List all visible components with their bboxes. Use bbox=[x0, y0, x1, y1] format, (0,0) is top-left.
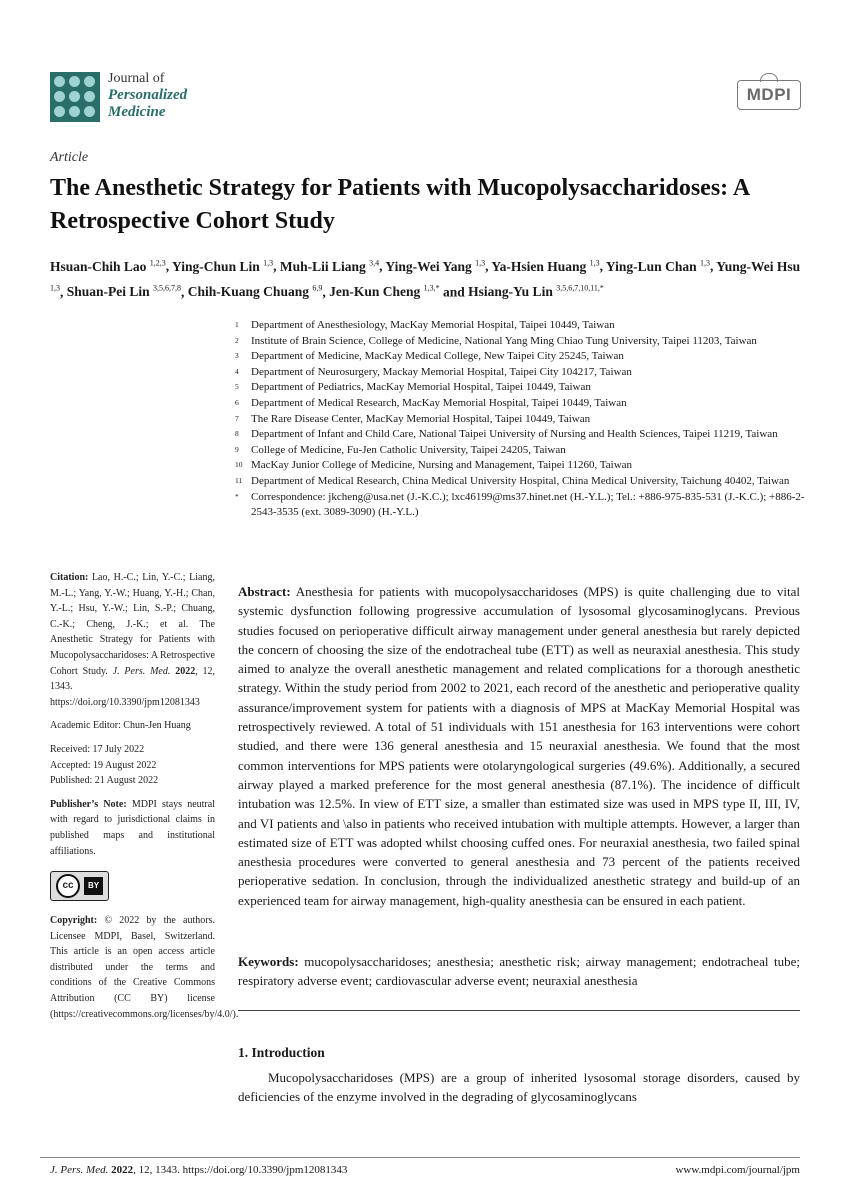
author[interactable] bbox=[172, 259, 273, 274]
affiliation-text: Department of Neurosurgery, Mackay Memorial Hospital, Taipei City 104217, Taiwan bbox=[251, 365, 632, 378]
affiliation-number: 5 bbox=[235, 382, 239, 392]
affiliation-item bbox=[235, 396, 805, 412]
affiliation-number: 4 bbox=[235, 366, 239, 376]
abstract bbox=[238, 582, 800, 910]
affiliation-number: 2 bbox=[235, 335, 239, 345]
author-affiliation: 6,9 bbox=[312, 283, 323, 293]
author-name: Hsiang-Yu Lin bbox=[468, 284, 553, 299]
affiliation-item bbox=[235, 365, 805, 381]
affiliation-item bbox=[235, 427, 805, 443]
publisher-note-text: MDPI stays neutral with regard to jurisdictional claims in published maps and institutional affiliations. bbox=[50, 798, 215, 857]
author[interactable] bbox=[67, 284, 181, 299]
keywords bbox=[238, 952, 800, 991]
author[interactable] bbox=[491, 259, 599, 274]
footer-citation bbox=[50, 1164, 347, 1176]
citation-year: 2022 bbox=[175, 665, 196, 677]
author-name: Ying-Lun Chan bbox=[605, 258, 697, 274]
author-name: Muh-Lii Liang bbox=[279, 258, 366, 274]
author-name: Chih-Kuang Chuang bbox=[187, 284, 309, 299]
citation-label: Citation: bbox=[50, 572, 89, 583]
author-name: Ying-Chun Lin bbox=[172, 258, 260, 274]
logo-dot bbox=[54, 91, 65, 102]
logo-dot bbox=[84, 76, 95, 87]
author[interactable] bbox=[329, 284, 440, 299]
section-divider bbox=[238, 1010, 800, 1011]
affiliation-item bbox=[235, 349, 805, 365]
accepted-date: Accepted: 19 August 2022 bbox=[50, 759, 157, 771]
footer-year: 2022 bbox=[111, 1164, 134, 1176]
author-affiliation: 1,2,3 bbox=[149, 258, 166, 267]
author-affiliation: 3,5,6,7,10,11,* bbox=[556, 283, 604, 293]
author-affiliation: 3,4 bbox=[369, 258, 380, 267]
footer-rest: , 12, 1343. https://doi.org/10.3390/jpm12081343 bbox=[133, 1164, 348, 1176]
author-list: Hsuan-Chih Lao $^{1,2,3}$, Ying-Chun Lin $^{1,3}$, Muh-Lii Liang $^{3,4}$, Ying-Wei Yang $^{1,3}$, Ya-Hsien Huang $^{1,3}$, Ying-Lun Chan $^{1,3}$, Yung-Wei Hsu $^{1,3}$, Shuan-Pei Lin $^{3,5,6,7,8}$, Chih-Kuang Chuang $^{6,9}$, Jen-Kun Cheng $^{1,3,*}$ and Hsiang-Yu Lin $^{3,5,6,7,10,11,*}$ bbox=[50, 258, 801, 299]
author-affiliation: 3,5,6,7,8 bbox=[153, 283, 182, 293]
affiliation-number: 6 bbox=[235, 397, 239, 407]
affiliation-number: 3 bbox=[235, 351, 239, 361]
journal-name-line1: Journal of bbox=[108, 71, 165, 86]
author-name: Jen-Kun Cheng bbox=[329, 284, 421, 299]
affiliation-item bbox=[235, 318, 805, 334]
affiliation-text: Department of Anesthesiology, MacKay Memorial Hospital, Taipei 10449, Taiwan bbox=[251, 319, 615, 331]
publisher-logo: MDPI bbox=[737, 80, 801, 110]
abstract-text: Anesthesia for patients with mucopolysaccharidoses (MPS) is quite challenging due to vital systemic dysfunction following progressive accumulation of lysosomal glycosaminoglycans. Previous studies focused on perioperative difficult airway management under general anesthesia but rarely depicted the concern of choosing the size of the endotracheal tube (ETT) as well as neuraxial anesthesia. This study aimed to analyze the overall anesthetic management and related complications for a thorough anesthetic strategy. Within the study period from 2002 to 2021, each record of the anesthetic and perioperative quality assurance/improvement system for patients with a diagnosis of MPS at MacKay Memorial Hospital was retrospectively reviewed. A total of 51 individuals with 151 anesthesia for 163 interventions were cohort studied, and there were 136 general anesthesia and 15 neuraxial anesthesia. We found that the most common interventions for MPS patients were otolaryngological surgeries (49.6%). Additionally, a secured airway played a marked preference for the most general anesthesia (87.1%). The incidence of difficult intubation was 12.5%. In view of ETT size, a smaller than estimated size was used in MPS type II, III, IV, and VI patients and \also in patients who received intubation with multiple attempts. However, a larger than estimated size of ETT was adopted whilst choosing cuffed ones. For neuraxial anesthesia, two failed spinal anesthesia procedures were converted to general anesthesia and 73 percent of the patients received perioperative sedation. In conclusion, through the individualized anesthetic strategy and build-up of an experienced team for airway management, high-quality anesthesia can be ensured in each patient. bbox=[238, 584, 800, 908]
author-affiliation: 1,3 bbox=[475, 258, 486, 267]
author-name: Yung-Wei Hsu bbox=[716, 258, 801, 274]
logo-dot bbox=[54, 76, 65, 87]
journal-name-line3: Medicine bbox=[108, 104, 166, 120]
intro-paragraph: Mucopolysaccharidoses (MPS) are a group of inherited lysosomal storage disorders, caused by deficiencies of the enzyme involved in the degrading of glycosaminoglycans bbox=[238, 1070, 800, 1105]
citation-journal: J. Pers. Med. bbox=[112, 665, 171, 677]
logo-dot bbox=[84, 91, 95, 102]
affiliation-text: Correspondence: jkcheng@usa.net (J.-K.C.); lxc46199@ms37.hinet.net (H.-Y.L.); Tel.: +886-975-835-531 (J.-K.C.); +886-2-2543-3535 (ext. 3089-3090) (H.-Y.L.) bbox=[251, 490, 805, 519]
author[interactable] bbox=[50, 259, 166, 274]
footer-url[interactable]: www.mdpi.com/journal/jpm bbox=[675, 1164, 800, 1176]
affiliation-text: Department of Pediatrics, MacKay Memorial Hospital, Taipei 10449, Taiwan bbox=[251, 381, 591, 394]
author-affiliation: 1,3 bbox=[50, 283, 60, 293]
copyright bbox=[50, 913, 239, 1022]
affiliation-text: Department of Infant and Child Care, National Taipei University of Nursing and Health Sciences, Taipei 11219, Taiwan bbox=[251, 428, 778, 441]
affiliation-item bbox=[235, 474, 805, 490]
footer-divider bbox=[40, 1157, 800, 1158]
author-affiliation: 1,3,* bbox=[423, 283, 440, 293]
affiliation-text: The Rare Disease Center, MacKay Memorial Hospital, Taipei 10449, Taiwan bbox=[251, 412, 591, 425]
affiliation-text: Institute of Brain Science, College of Medicine, National Yang Ming Chiao Tung University, Taipei 11203, Taiwan bbox=[251, 334, 757, 347]
affiliation-text: Department of Medicine, MacKay Medical College, New Taipei City 25245, Taiwan bbox=[251, 350, 624, 363]
affiliation-item bbox=[235, 490, 805, 521]
affiliation-number: 10 bbox=[235, 460, 243, 470]
affiliation-item bbox=[235, 380, 805, 396]
author[interactable] bbox=[385, 259, 485, 274]
keywords-label: Keywords: bbox=[238, 954, 299, 969]
cc-license-badge[interactable] bbox=[50, 871, 109, 901]
author-name: Ya-Hsien Huang bbox=[491, 258, 587, 274]
author[interactable] bbox=[468, 284, 604, 299]
academic-editor: Academic Editor: Chun-Jen Huang bbox=[50, 720, 191, 732]
affiliation-list bbox=[235, 318, 805, 521]
published-date: Published: 21 August 2022 bbox=[50, 775, 159, 787]
affiliation-number: 1 bbox=[235, 320, 239, 329]
affiliation-item bbox=[235, 443, 805, 459]
author[interactable] bbox=[606, 259, 710, 274]
footer-journal: J. Pers. Med. bbox=[50, 1164, 109, 1176]
affiliation-number: 9 bbox=[235, 444, 239, 454]
journal-logo-icon bbox=[50, 72, 100, 122]
citation-rest: , 12, 1343. https://doi.org/10.3390/jpm12081343 bbox=[50, 665, 216, 708]
affiliation-text: College of Medicine, Fu-Jen Catholic University, Taipei 24205, Taiwan bbox=[251, 443, 566, 456]
copyright-text: © 2022 by the authors. Licensee MDPI, Basel, Switzerland. This article is an open access article distributed under the terms and conditions of the Creative Commons Attribution (CC BY) license (https://creativecommons.org/licenses/by/4.0/). bbox=[50, 915, 239, 1020]
affiliation-text: Department of Medical Research, MacKay Memorial Hospital, Taipei 10449, Taiwan bbox=[251, 396, 627, 409]
copyright-label: Copyright: bbox=[50, 915, 98, 927]
logo-dot bbox=[69, 91, 80, 102]
affiliation-number: * bbox=[235, 491, 239, 501]
journal-name bbox=[108, 70, 187, 121]
author-affiliation: 1,3 bbox=[589, 258, 600, 267]
received-date: Received: 17 July 2022 bbox=[50, 743, 145, 755]
cc-by-label: BY bbox=[84, 877, 103, 895]
logo-dot bbox=[84, 106, 95, 117]
publisher-note bbox=[50, 797, 215, 859]
keywords-text: mucopolysaccharidoses; anesthesia; anesthetic risk; airway management; endotracheal tube; respiratory adverse event; cardiovascular adverse event; neuraxial anesthesia bbox=[238, 954, 800, 989]
affiliation-item bbox=[235, 412, 805, 428]
affiliation-number: 11 bbox=[235, 475, 243, 485]
affiliation-item bbox=[235, 458, 805, 474]
publisher-note-label: Publisher’s Note: bbox=[50, 798, 127, 810]
sidebar bbox=[50, 570, 239, 1030]
author[interactable] bbox=[280, 259, 379, 274]
citation bbox=[50, 570, 215, 710]
logo-dot bbox=[69, 76, 80, 87]
affiliation-number: 7 bbox=[235, 413, 239, 423]
author-name: Hsuan-Chih Lao bbox=[50, 258, 147, 274]
author-name: Ying-Wei Yang bbox=[385, 258, 472, 274]
author-affiliation: 1,3 bbox=[263, 258, 274, 267]
citation-text: Lao, H.-C.; Lin, Y.-C.; Liang, M.-L.; Yang, Y.-W.; Huang, Y.-H.; Chan, Y.-L.; Hsu, Y.-W.; Lin, S.-P.; Chuang, C.-K.; Cheng, J.-K.; et al. The Anesthetic Strategy for Patients with Mucopolysaccharidoses: A Retrospective Cohort Study. bbox=[50, 572, 215, 677]
cc-icon: cc bbox=[56, 874, 80, 898]
author-name: Shuan-Pei Lin bbox=[66, 284, 150, 299]
author[interactable] bbox=[188, 284, 323, 299]
journal-name-line2: Personalized bbox=[108, 87, 188, 103]
author-affiliation: 1,3 bbox=[699, 258, 710, 267]
abstract-label: Abstract: bbox=[238, 584, 291, 599]
logo-dot bbox=[69, 106, 80, 117]
affiliation-number: 8 bbox=[235, 429, 239, 439]
logo-dot bbox=[54, 106, 65, 117]
affiliation-item bbox=[235, 334, 805, 350]
affiliation-text: Department of Medical Research, China Medical University Hospital, China Medical University, Taichung 40402, Taiwan bbox=[251, 474, 790, 487]
affiliation-text: MacKay Junior College of Medicine, Nursing and Management, Taipei 11260, Taiwan bbox=[251, 459, 633, 472]
page-title: The Anesthetic Strategy for Patients with Mucopolysaccharidoses: A Retrospective Cohort Study bbox=[50, 175, 749, 234]
article-type: Article bbox=[50, 150, 89, 165]
section-heading: 1. Introduction bbox=[238, 1045, 325, 1060]
